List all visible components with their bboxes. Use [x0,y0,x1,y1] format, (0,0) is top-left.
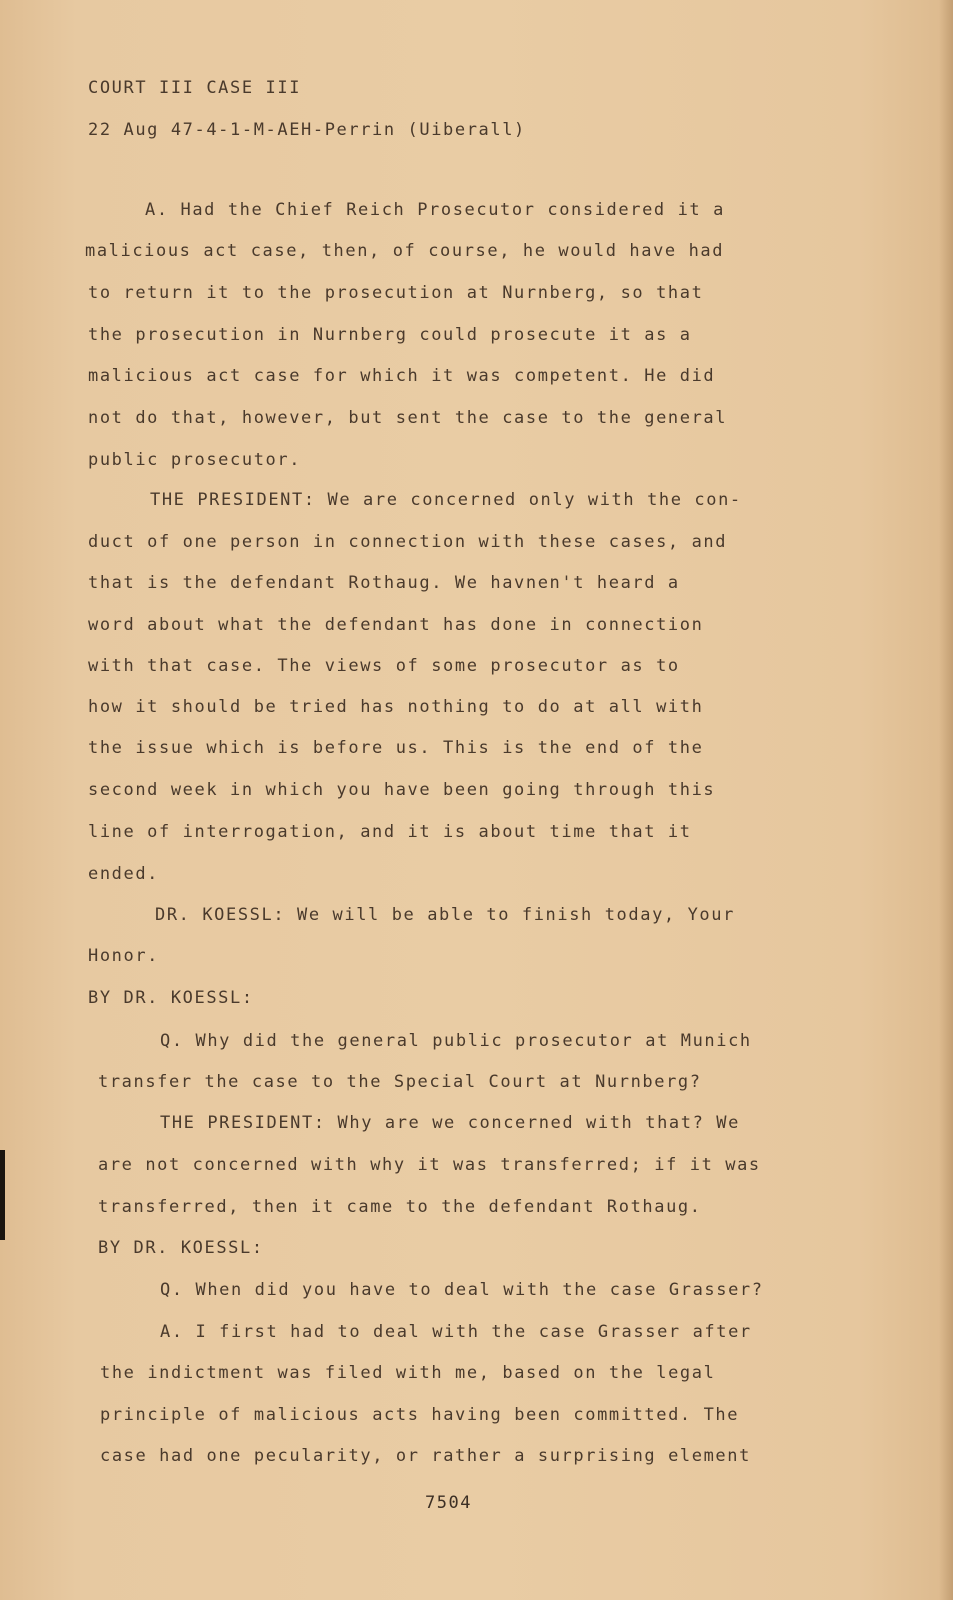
transcript-line: word about what the defendant has done in connection [88,615,704,635]
page-number: 7504 [425,1493,472,1513]
transcript-line: transferred, then it came to the defendant Rothaug. [98,1197,702,1217]
transcript-line: BY DR. KOESSL: [98,1238,264,1258]
transcript-line: the indictment was filed with me, based on the legal [100,1363,716,1383]
transcript-line: transfer the case to the Special Court at Nurnberg? [98,1072,702,1092]
transcript-line: ended. [88,864,160,884]
transcript-line: how it should be tried has nothing to do at all with [88,697,704,717]
transcript-line: the issue which is before us. This is the end of the [88,738,704,758]
transcript-line: Honor. [88,946,160,966]
transcript-line: principle of malicious acts having been committed. The [100,1405,740,1425]
transcript-line: A. I first had to deal with the case Grasser after [160,1322,752,1342]
transcript-line: Q. Why did the general public prosecutor at Munich [160,1031,752,1051]
court-case-header: COURT III CASE III [88,78,302,98]
reference-line: 22 Aug 47-4-1-M-AEH-Perrin (Uiberall) [88,120,526,140]
transcript-line: THE PRESIDENT: We are concerned only with the con- [150,490,742,510]
transcript-line: the prosecution in Nurnberg could prosecute it as a [88,325,692,345]
transcript-line: with that case. The views of some prosecutor as to [88,656,680,676]
transcript-line: DR. KOESSL: We will be able to finish today, Your [155,905,735,925]
transcript-line: BY DR. KOESSL: [88,988,254,1008]
binding-mark [0,1150,5,1240]
transcript-line: line of interrogation, and it is about time that it [88,822,692,842]
transcript-line: malicious act case for which it was competent. He did [88,366,716,386]
transcript-line: duct of one person in connection with these cases, and [88,532,728,552]
transcript-line: second week in which you have been going through this [88,780,716,800]
transcript-line: public prosecutor. [88,450,302,470]
transcript-line: case had one pecularity, or rather a surprising element [100,1446,751,1466]
page-edge-shadow [939,0,953,1600]
transcript-line: Q. When did you have to deal with the case Grasser? [160,1280,764,1300]
transcript-line: not do that, however, but sent the case to the general [88,408,728,428]
transcript-line: malicious act case, then, of course, he would have had [85,241,725,261]
transcript-line: THE PRESIDENT: Why are we concerned with that? We [160,1113,740,1133]
transcript-line: are not concerned with why it was transferred; if it was [98,1155,761,1175]
transcript-line: A. Had the Chief Reich Prosecutor considered it a [145,200,725,220]
transcript-line: that is the defendant Rothaug. We havnen't heard a [88,573,680,593]
transcript-line: to return it to the prosecution at Nurnberg, so that [88,283,704,303]
